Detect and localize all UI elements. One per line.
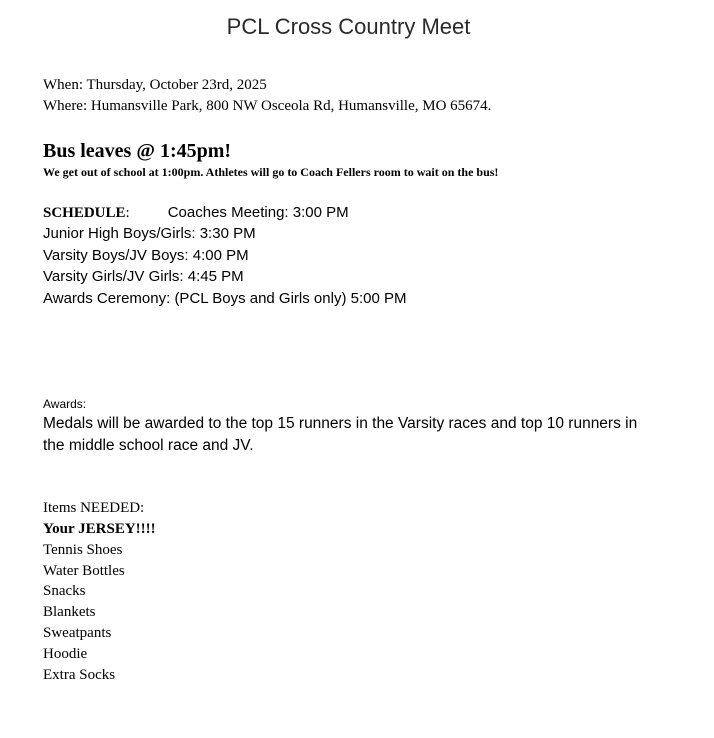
schedule-colon: : [125,205,130,221]
item-entry: Sweatpants [43,625,112,641]
bus-headline: Bus leaves @ 1:45pm! [43,140,232,162]
item-entry: Hoodie [43,646,88,662]
schedule-item: Awards Ceremony: (PCL Boys and Girls only) 5:00 PM [43,290,407,307]
awards-label: Awards: [43,397,87,411]
event-date: When: Thursday, October 23rd, 2025 [43,77,267,93]
page-title: PCL Cross Country Meet [226,14,471,39]
schedule-item: Coaches Meeting: 3:00 PM [167,204,349,221]
items-emphasis: Your JERSEY!!!! [43,521,156,537]
item-entry: Tennis Shoes [43,542,123,558]
item-entry: Extra Socks [43,667,116,683]
schedule-first-line [43,204,349,222]
items-heading: Items NEEDED: [43,500,145,516]
item-entry: Blankets [43,604,96,620]
schedule-item: Varsity Boys/JV Boys: 4:00 PM [43,247,249,264]
schedule-item: Junior High Boys/Girls: 3:30 PM [43,225,256,242]
item-entry: Snacks [43,583,86,599]
schedule-item: Varsity Girls/JV Girls: 4:45 PM [43,268,244,285]
awards-description: Medals will be awarded to the top 15 runners in the Varsity races and top 10 runners in the middle school race and JV. [43,415,638,454]
bus-note: We get out of school at 1:00pm. Athletes will go to Coach Fellers room to wait on the bus! [43,165,499,179]
event-location: Where: Humansville Park, 800 NW Osceola Rd, Humansville, MO 65674. [43,98,492,114]
schedule-heading: SCHEDULE [43,205,126,221]
item-entry: Water Bottles [43,563,125,579]
